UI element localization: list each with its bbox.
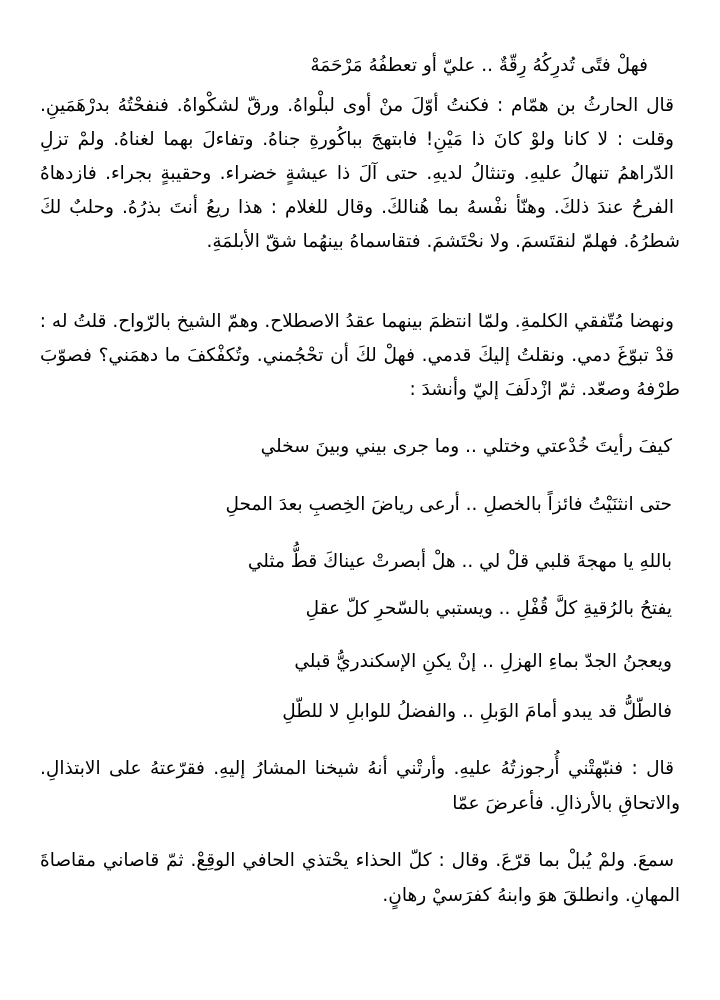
paragraph-2-line-2: قدْ تبوّغَ دمي. ونقلتُ إليكَ قدمي. فهلْ لكَ أن تحْجُمني. وتُكفْكفَ ما دهمَني؟ فصوّبَ: [40, 345, 674, 366]
paragraph-1-line-4: الفرحُ عندَ ذلكَ. وهنّأ نفْسهُ بما هُنالكَ. وقال للغلام : هذا ريعُ أنتَ بذرُهُ. وحلبٌ لكَ: [40, 197, 674, 218]
poem-verse-2: حتى انثنَيْتُ فائزاً بالخصلِ .. أرعى رياضَ الخِصبِ بعدَ المحلِ: [225, 494, 672, 515]
paragraph-1-line-5: شطرُهُ. فهلمّ لنقتَسمَ. ولا نحْتَشمَ. فتقاسماهُ بينهُما شقّ الأبلمَةِ.: [206, 231, 680, 252]
paragraph-2-line-1: ونهضا مُتّفقي الكلمةِ. ولمّا انتظمَ بينهما عقدُ الاصطلاح. وهمّ الشيخ بالرّواح. قلتُ له :: [39, 311, 674, 332]
paragraph-1-line-3: الدّراهمُ تنهالُ عليهِ. وتنثالُ لديهِ. حتى آلَ ذا عيشةٍ خضراء. وحقيبةٍ بجراء. فازدهاهُ: [40, 163, 674, 184]
poem-verse-5: ويعجنُ الجدّ بماءِ الهزلِ .. إنْ يكنِ الإسكندريُّ قبلي: [294, 651, 672, 672]
paragraph-2-line-3: طرْفهُ وصعّد. ثمّ ازْدلَفَ إليّ وأنشدَ :: [409, 379, 680, 400]
paragraph-4-line-2: المهانِ. وانطلقَ هوَ وابنهُ كفرَسيْ رهانٍ.: [382, 885, 680, 906]
verse-line-1: فهلْ فتًى تُدرِكُهُ رِقّةٌ .. عليّ أو تعطفُهُ مَرْحَمَهْ: [310, 55, 648, 76]
paragraph-1-line-2: وقلت : لا كانا ولوْ كانَ ذا مَيْنِ! فابتهجَ بباكُورةِ جناهُ. وتفاءلَ بهما لغناهُ. ولمْ تزلِ: [40, 129, 674, 150]
paragraph-3-line-1: قال : فنبّهتْني أُرجوزتُهُ عليهِ. وأرتْني أنهُ شيخنا المشارُ إليهِ. فقرّعتهُ على الابتذالِ.: [40, 758, 674, 779]
paragraph-3-line-2: والاتحاقِ بالأرذالِ. فأعرضَ عمّا: [452, 793, 680, 814]
poem-verse-6: فالطّلُّ قد يبدو أمامَ الوَبلِ .. والفضلُ للوابلِ لا للطّلِ: [282, 701, 672, 722]
paragraph-4-line-1: سمعَ. ولمْ يُبلْ بما قرّعَ. وقال : كلّ الحذاء يحْتذي الحافي الوقِعْ. ثمّ قاصاني مقاصاةَ: [40, 850, 674, 871]
poem-verse-4: يفتحُ بالرُقيةِ كلَّ قُفْلِ .. ويستبي بالسّحرِ كلّ عقلِ: [305, 598, 672, 619]
poem-verse-1: كيفَ رأيتَ خُدْعتي وختلي .. وما جرى بيني وبينَ سخلي: [260, 436, 672, 457]
poem-verse-3: باللهِ يا مهجةَ قلبي قلْ لي .. هلْ أبصرتْ عيناكَ قطُّ مثلي: [247, 551, 672, 572]
paragraph-1-line-1: قال الحارثُ بن همّام : فكنتُ أوّلَ منْ أوى لبلْواهُ. ورقّ لشكْواهُ. فنفحْتُهُ بدرْهَمَينِ.: [40, 95, 674, 116]
